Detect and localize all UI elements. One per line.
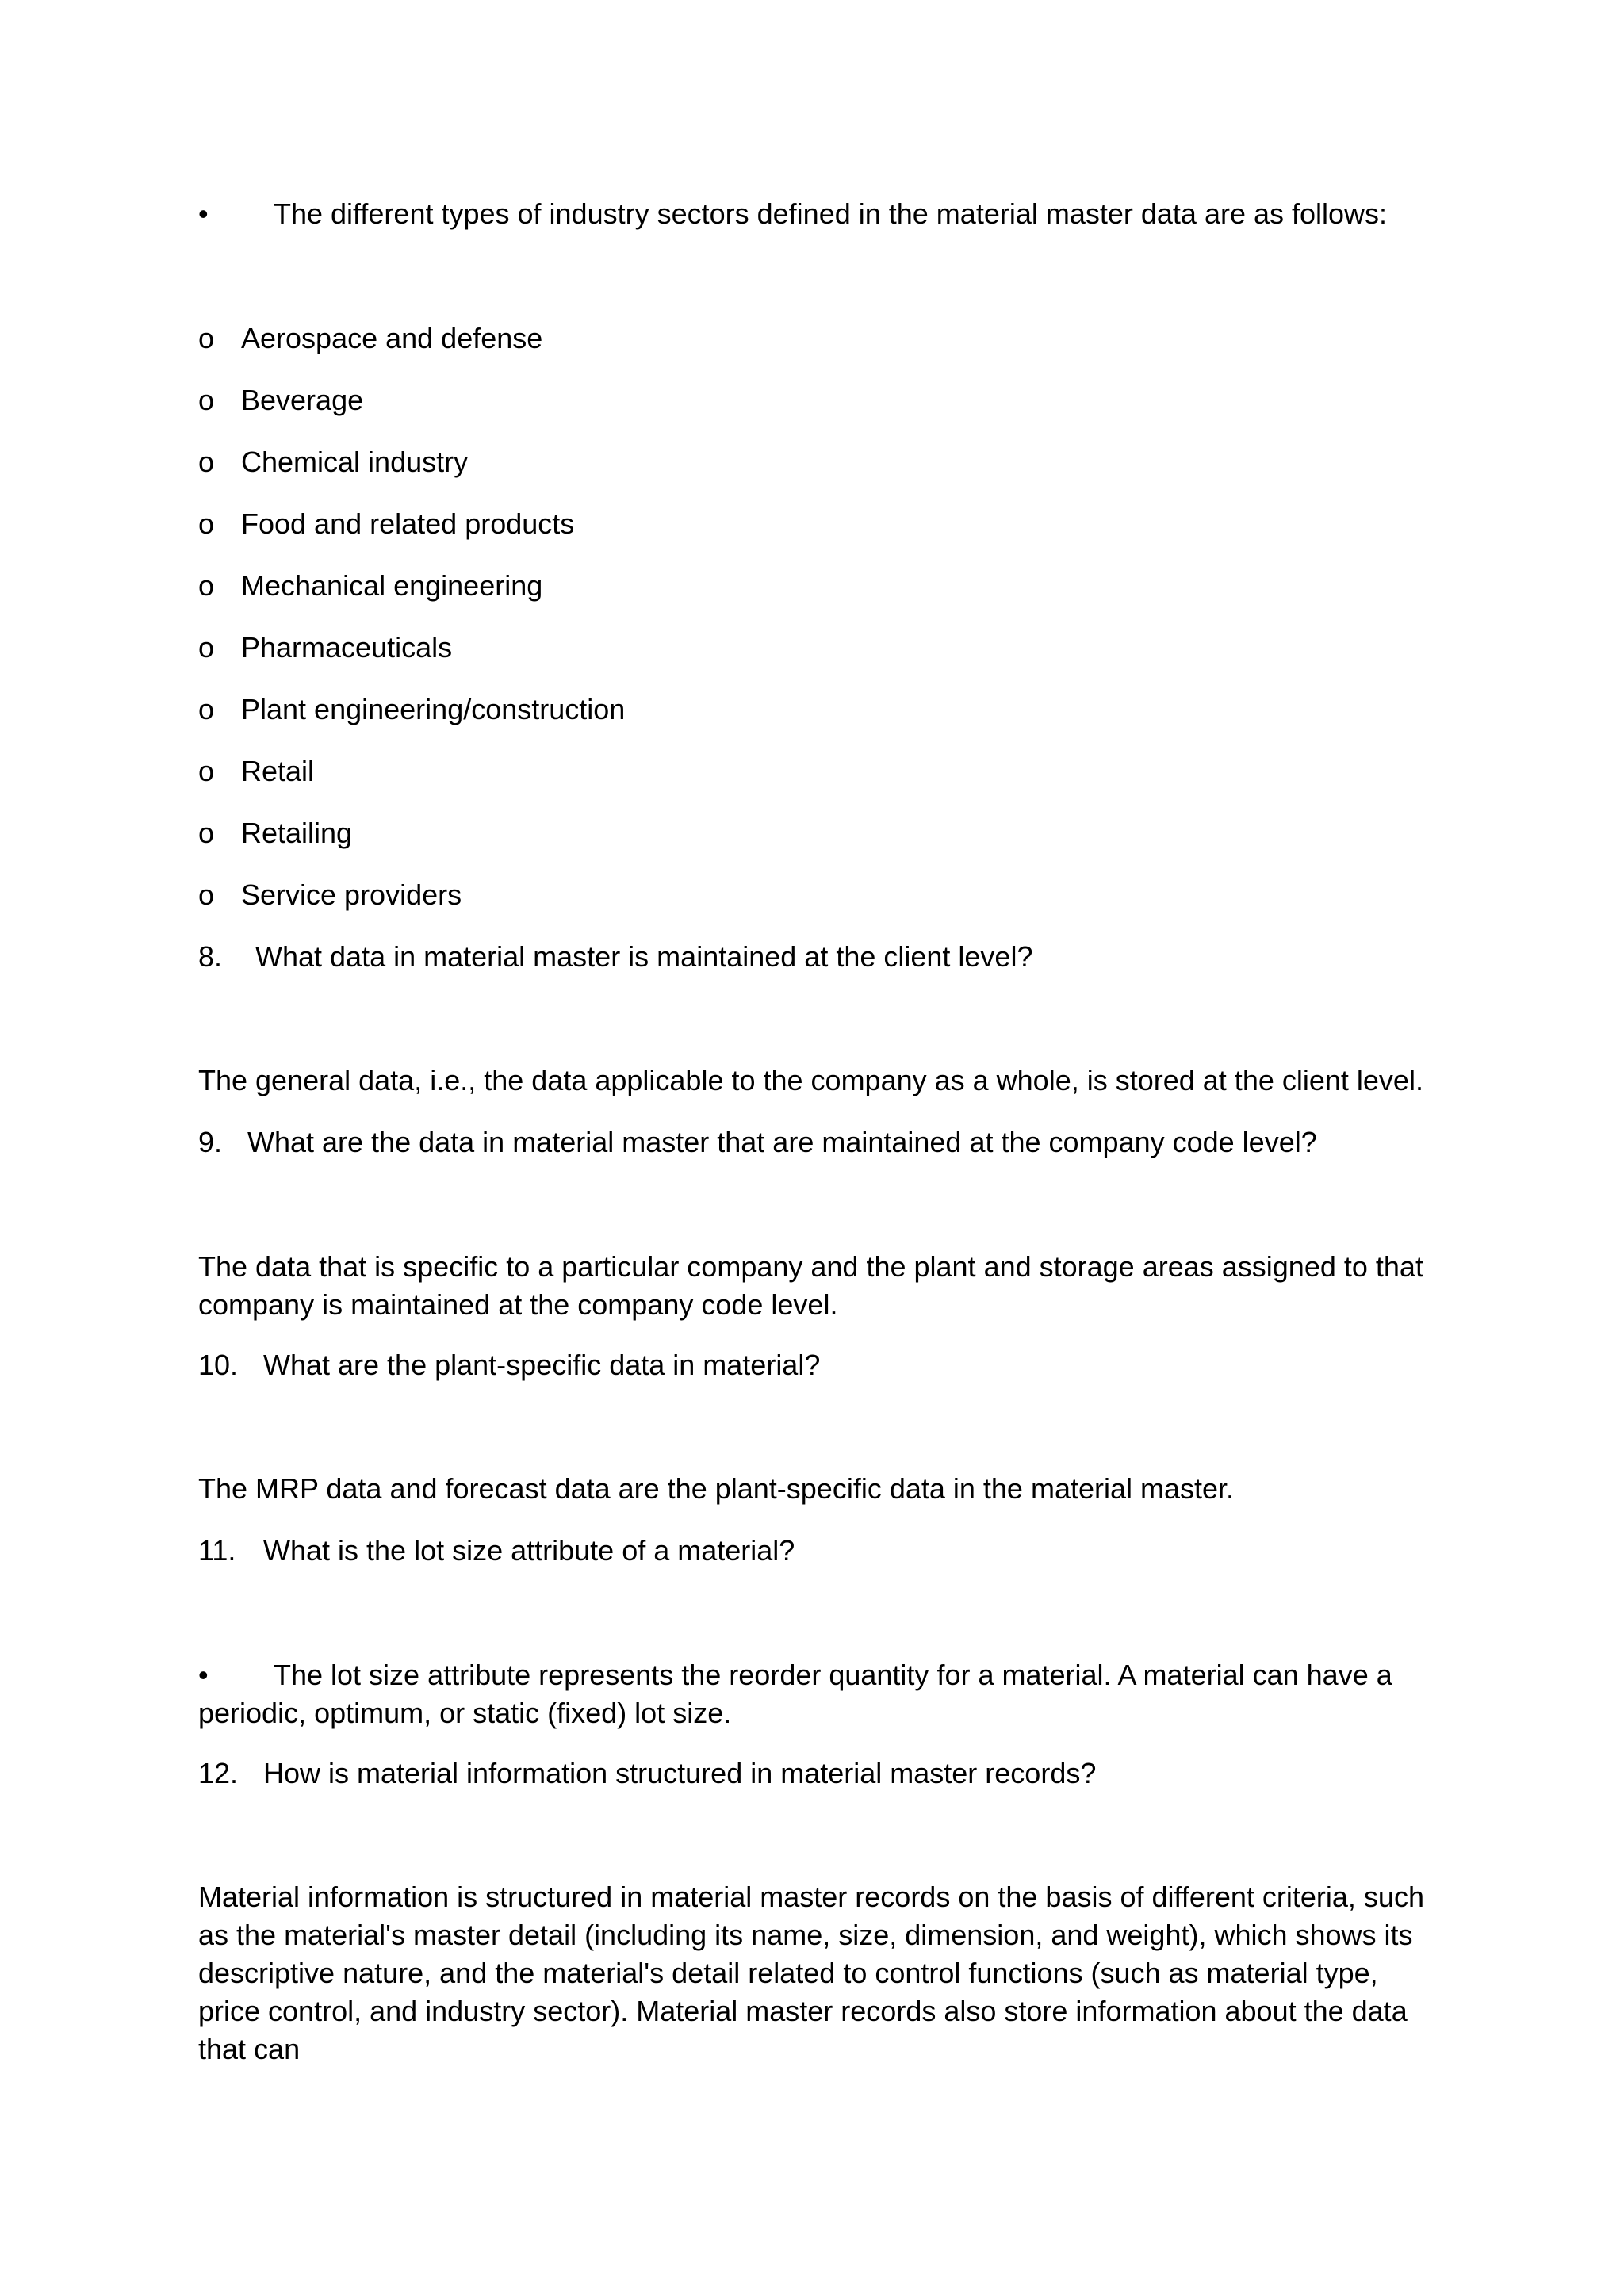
list-item — [198, 752, 1443, 790]
answer-10: The MRP data and forecast data are the plant-specific data in the material master. — [198, 1472, 1235, 1505]
list-item — [198, 629, 1443, 667]
answer-9: The data that is specific to a particular company and the plant and storage areas assigned to that company is maintained at the company code level. — [198, 1250, 1423, 1321]
list-marker: o — [198, 569, 215, 602]
list-item-text: Beverage — [241, 384, 364, 416]
question-number: 8. — [198, 940, 223, 973]
list-marker: o — [198, 631, 215, 664]
list-item — [198, 567, 1443, 605]
list-item-text: Service providers — [241, 878, 462, 911]
list-item-text: Pharmaceuticals — [241, 631, 453, 664]
question-text: How is material information structured in material master records? — [263, 1757, 1097, 1789]
list-marker: o — [198, 817, 215, 849]
list-marker: o — [198, 446, 215, 478]
question-9 — [198, 1123, 1443, 1161]
list-item — [198, 814, 1443, 852]
list-item-text: Retail — [241, 755, 315, 787]
question-text: What are the plant-specific data in material? — [263, 1349, 821, 1381]
list-item-text: Chemical industry — [241, 446, 469, 478]
list-marker: o — [198, 878, 215, 911]
list-item — [198, 320, 1443, 358]
list-item-text: Retailing — [241, 817, 353, 849]
list-item — [198, 691, 1443, 729]
list-item — [198, 505, 1443, 543]
list-marker: o — [198, 693, 215, 725]
list-item — [198, 876, 1443, 914]
intro-bullet — [198, 195, 1443, 233]
question-10 — [198, 1346, 1443, 1384]
bullet-marker: • — [198, 1659, 209, 1691]
question-text: What are the data in material master that are maintained at the company code level? — [247, 1126, 1317, 1158]
list-marker: o — [198, 755, 215, 787]
list-item-text: Plant engineering/construction — [241, 693, 626, 725]
bullet-marker: • — [198, 197, 209, 230]
list-marker: o — [198, 384, 215, 416]
question-text: What is the lot size attribute of a material? — [263, 1534, 795, 1567]
question-number: 10. — [198, 1349, 239, 1381]
list-marker: o — [198, 507, 215, 540]
answer-11 — [198, 1656, 1443, 1732]
list-item-text: Aerospace and defense — [241, 322, 543, 354]
answer-8: The general data, i.e., the data applicable to the company as a whole, is stored at the client level. — [198, 1064, 1423, 1096]
question-12 — [198, 1755, 1443, 1793]
answer-11-text: The lot size attribute represents the reorder quantity for a material. A material can have a periodic, optimum, or static (fixed) lot size. — [198, 1659, 1392, 1729]
question-number: 11. — [198, 1534, 236, 1567]
intro-bullet-text: The different types of industry sectors defined in the material master data are as follows: — [274, 197, 1388, 230]
list-item-text: Mechanical engineering — [241, 569, 543, 602]
question-8 — [198, 938, 1443, 976]
question-text: What data in material master is maintained at the client level? — [255, 940, 1033, 973]
list-item — [198, 443, 1443, 481]
question-number: 12. — [198, 1757, 239, 1789]
list-item-text: Food and related products — [241, 507, 575, 540]
question-number: 9. — [198, 1126, 223, 1158]
list-item — [198, 381, 1443, 419]
question-11 — [198, 1532, 1443, 1570]
answer-12: Material information is structured in material master records on the basis of different criteria, such as the material's master detail (including its name, size, dimension, and weight), which shows its descriptive nature, and the material's detail related to control functions (such as material type, price control, and industry sector). Material master records also store information about the data that can — [198, 1881, 1424, 2065]
list-marker: o — [198, 322, 215, 354]
